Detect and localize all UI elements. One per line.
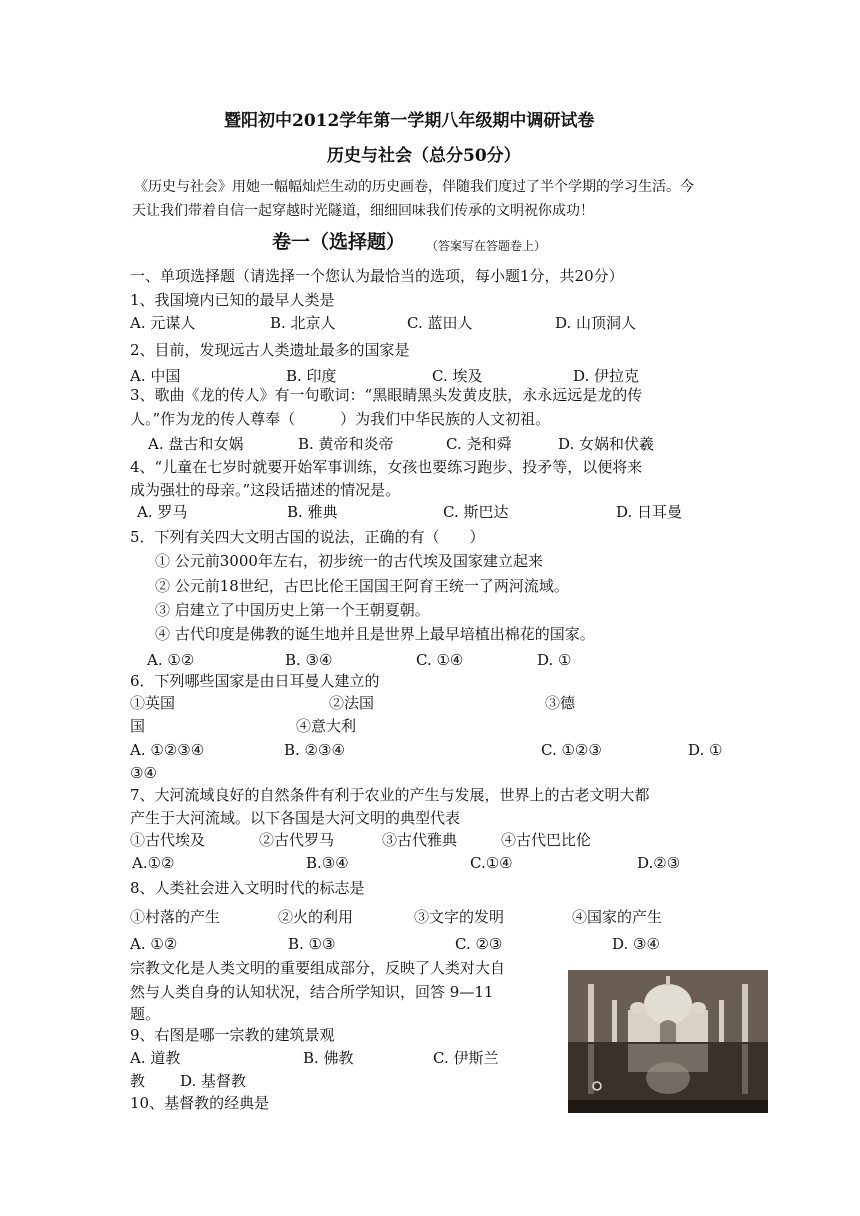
q8-option-b: B. ①③ xyxy=(288,935,336,953)
q8-option-a: A. ①② xyxy=(130,935,178,953)
q3-option-b: B. 黄帝和炎帝 xyxy=(298,435,394,453)
q8-option-d: D. ③④ xyxy=(612,935,660,953)
q1-option-b: B. 北京人 xyxy=(270,314,336,332)
q3-stem-line2: 人。”作为龙的传人尊奉（ ）为我们中华民族的人文初祖。 xyxy=(130,410,551,428)
q2-option-d: D. 伊拉克 xyxy=(573,367,640,385)
q8-choice-1: ①村落的产生 xyxy=(130,908,221,926)
q7-choice-1: ①古代埃及 xyxy=(130,831,206,849)
q4-option-d: D. 日耳曼 xyxy=(616,503,683,521)
q5-option-d: D. ① xyxy=(537,651,572,669)
group-stem-line2: 然与人类自身的认知状况，结合所学知识，回答 9—11 xyxy=(130,983,494,1001)
q6-choice-1: ①英国 xyxy=(130,694,176,712)
q6-choice-3-cont: 国 xyxy=(130,717,146,735)
q6-choice-4: ④意大利 xyxy=(296,717,357,735)
q9-option-c-cont: 教 xyxy=(130,1072,146,1090)
q6-option-c: C. ①②③ xyxy=(541,741,602,759)
q5-statement-4: ④ 古代印度是佛教的诞生地并且是世界上最早培植出棉花的国家。 xyxy=(155,625,595,643)
q2-stem: 2、目前，发现远古人类遗址最多的国家是 xyxy=(130,341,410,359)
q6-stem: 6．下列哪些国家是由日耳曼人建立的 xyxy=(130,672,380,690)
q7-choice-3: ③古代雅典 xyxy=(382,831,458,849)
q8-choice-4: ④国家的产生 xyxy=(572,908,663,926)
q6-option-d-cont: ③④ xyxy=(130,764,157,782)
q8-choice-2: ②火的利用 xyxy=(278,908,354,926)
q5-option-b: B. ③④ xyxy=(285,651,333,669)
q7-option-b: B.③④ xyxy=(306,854,349,872)
q5-statement-2: ② 公元前18世纪，古巴比伦王国国王阿育王统一了两河流域。 xyxy=(155,577,569,595)
q9-option-a: A. 道教 xyxy=(130,1049,181,1067)
intro-line-2: 天让我们带着自信一起穿越时光隧道，细细回味我们传承的文明祝你成功！ xyxy=(132,203,594,219)
q6-option-d: D. ① xyxy=(688,741,723,759)
section-note: （答案写在答题卷上） xyxy=(426,239,547,253)
q4-stem-line1: 4、“儿童在七岁时就要开始军事训练，女孩也要练习跑步、投矛等，以便将来 xyxy=(130,458,643,476)
q2-option-c: C. 埃及 xyxy=(432,367,483,385)
q7-stem-line1: 7、大河流域良好的自然条件有利于农业的产生与发展，世界上的古老文明大都 xyxy=(130,786,650,804)
q7-choice-2: ②古代罗马 xyxy=(259,831,335,849)
q5-statement-1: ① 公元前3000年左右，初步统一的古代埃及国家建立起来 xyxy=(155,552,543,570)
exam-subtitle: 历史与社会（总分50分） xyxy=(327,146,521,166)
q1-option-a: A. 元谋人 xyxy=(130,314,196,332)
q6-option-a: A. ①②③④ xyxy=(130,741,205,759)
q8-choice-3: ③文字的发明 xyxy=(414,908,505,926)
intro-line-1: 《历史与社会》用她一幅幅灿烂生动的历史画卷，伴随我们度过了半个学期的学习生活。今 xyxy=(134,179,694,195)
q1-stem: 1、我国境内已知的最早人类是 xyxy=(130,291,335,309)
building-illustration xyxy=(568,970,768,1113)
q7-option-a: A.①② xyxy=(132,854,175,872)
q1-option-c: C. 蓝田人 xyxy=(407,314,473,332)
section-title: 卷一（选择题） xyxy=(272,231,406,253)
q3-stem-line1: 3、歌曲《龙的传人》有一句歌词：“黑眼睛黑头发黄皮肤，永永远远是龙的传 xyxy=(130,386,643,404)
q9-stem: 9、右图是哪一宗教的建筑景观 xyxy=(130,1026,335,1044)
q6-choice-3: ③德 xyxy=(545,694,576,712)
q1-option-d: D. 山顶洞人 xyxy=(555,314,637,332)
q9-option-c: C. 伊斯兰 xyxy=(433,1049,499,1067)
q2-option-b: B. 印度 xyxy=(286,367,337,385)
q4-option-a: A. 罗马 xyxy=(137,503,188,521)
q7-option-c: C.①④ xyxy=(470,854,513,872)
q6-choice-2: ②法国 xyxy=(329,694,375,712)
q5-stem: 5．下列有关四大文明古国的说法，正确的有（ ） xyxy=(130,528,485,546)
q2-option-a: A. 中国 xyxy=(130,367,181,385)
q6-option-b: B. ②③④ xyxy=(284,741,345,759)
q10-stem: 10、基督教的经典是 xyxy=(130,1094,270,1112)
part1-instruction: 一、单项选择题（请选择一个您认为最恰当的选项，每小题1分，共20分） xyxy=(130,267,624,285)
q5-option-c: C. ①④ xyxy=(416,651,464,669)
q7-option-d: D.②③ xyxy=(637,854,681,872)
q4-option-c: C. 斯巴达 xyxy=(443,503,509,521)
q3-option-c: C. 尧和舜 xyxy=(446,435,512,453)
group-stem-line3: 题。 xyxy=(130,1005,161,1023)
exam-title: 暨阳初中2012学年第一学期八年级期中调研试卷 xyxy=(224,111,595,131)
q7-choice-4: ④古代巴比伦 xyxy=(501,831,592,849)
q5-option-a: A. ①② xyxy=(147,651,195,669)
taj-mahal-photo xyxy=(568,970,768,1113)
q8-option-c: C. ②③ xyxy=(455,935,503,953)
q4-stem-line2: 成为强壮的母亲。”这段话描述的情况是。 xyxy=(130,481,401,499)
group-stem-line1: 宗教文化是人类文明的重要组成部分，反映了人类对大自 xyxy=(130,959,506,977)
q7-stem-line2: 产生于大河流域。以下各国是大河文明的典型代表 xyxy=(130,809,461,827)
q4-option-b: B. 雅典 xyxy=(287,503,338,521)
q8-stem: 8、人类社会进入文明时代的标志是 xyxy=(130,879,365,897)
q3-option-a: A. 盘古和女娲 xyxy=(148,435,244,453)
q9-option-d: D. 基督教 xyxy=(180,1072,247,1090)
q3-option-d: D. 女娲和伏羲 xyxy=(558,435,655,453)
q9-option-b: B. 佛教 xyxy=(303,1049,354,1067)
q5-statement-3: ③ 启建立了中国历史上第一个王朝夏朝。 xyxy=(155,601,430,619)
